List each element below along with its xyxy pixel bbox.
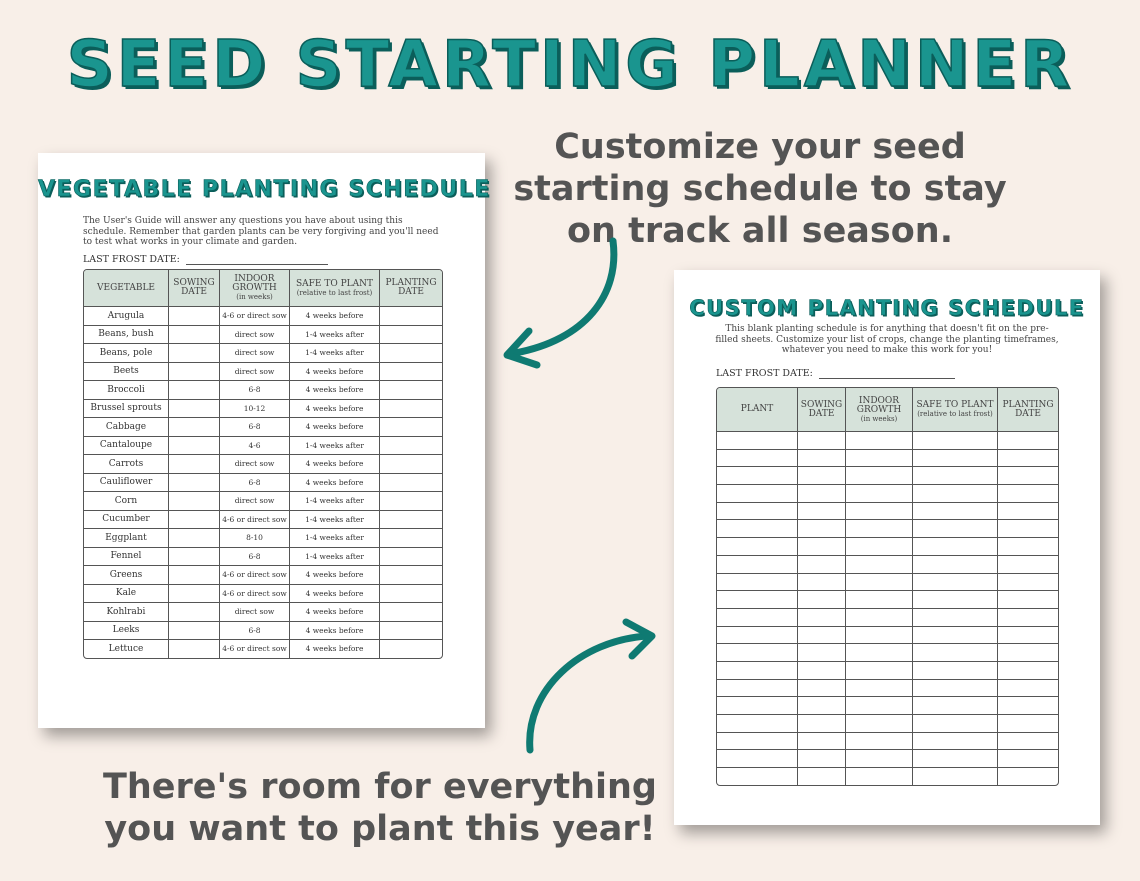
vegetable-cell: Greens	[84, 566, 169, 585]
planting-date-cell	[380, 326, 442, 345]
planting-date-cell	[380, 566, 442, 585]
indoor-growth-cell: 6-8	[220, 418, 290, 437]
vegetable-sheet-title: VEGETABLE PLANTING SCHEDULE	[38, 177, 491, 202]
header-planting-date: PLANTING DATE	[998, 388, 1058, 432]
sowing-date-cell	[798, 467, 846, 485]
planting-date-cell	[998, 662, 1058, 680]
sowing-date-cell	[169, 455, 220, 474]
table-row	[717, 432, 1058, 450]
safe-to-plant-cell: 4 weeks before	[290, 585, 380, 604]
planting-date-cell	[998, 644, 1058, 662]
safe-to-plant-cell	[913, 697, 998, 715]
table-row	[717, 520, 1058, 538]
table-row	[84, 418, 442, 437]
indoor-growth-cell	[846, 574, 913, 592]
plant-cell	[717, 680, 798, 698]
indoor-growth-cell: 4-6 or direct sow	[220, 640, 290, 658]
safe-to-plant-cell: 1-4 weeks after	[290, 326, 380, 345]
vegetable-cell: Cabbage	[84, 418, 169, 437]
sowing-date-cell	[798, 574, 846, 592]
table-row	[84, 585, 442, 604]
table-row	[717, 697, 1058, 715]
planting-date-cell	[380, 603, 442, 622]
vegetable-cell: Cantaloupe	[84, 437, 169, 456]
planting-date-cell	[998, 574, 1058, 592]
safe-to-plant-cell: 1-4 weeks after	[290, 529, 380, 548]
indoor-growth-cell	[846, 432, 913, 450]
sowing-date-cell	[798, 556, 846, 574]
planting-date-cell	[380, 640, 442, 658]
sowing-date-cell	[169, 566, 220, 585]
vegetable-cell: Lettuce	[84, 640, 169, 658]
sowing-date-cell	[798, 715, 846, 733]
table-row	[84, 529, 442, 548]
sowing-date-cell	[798, 503, 846, 521]
table-row	[84, 455, 442, 474]
indoor-growth-cell	[846, 768, 913, 785]
indoor-growth-cell: direct sow	[220, 603, 290, 622]
safe-to-plant-cell: 4 weeks before	[290, 474, 380, 493]
vegetable-cell: Leeks	[84, 622, 169, 641]
planting-date-cell	[998, 503, 1058, 521]
header-safe-to-plant	[913, 388, 998, 432]
header-safe-to-plant-label: SAFE TO PLANT	[916, 400, 994, 410]
table-row	[84, 381, 442, 400]
sowing-date-cell	[169, 474, 220, 493]
frost-date-label: LAST FROST DATE:	[83, 254, 180, 265]
plant-cell	[717, 574, 798, 592]
indoor-growth-cell: 6-8	[220, 622, 290, 641]
indoor-growth-cell	[846, 733, 913, 751]
sowing-date-cell	[798, 591, 846, 609]
planting-date-cell	[998, 485, 1058, 503]
table-row	[84, 474, 442, 493]
indoor-growth-cell: direct sow	[220, 492, 290, 511]
safe-to-plant-cell	[913, 768, 998, 785]
indoor-growth-cell: 6-8	[220, 548, 290, 567]
planting-date-cell	[998, 680, 1058, 698]
custom-schedule-sheet	[674, 270, 1100, 825]
sowing-date-cell	[798, 662, 846, 680]
sowing-date-cell	[169, 307, 220, 326]
vegetable-cell: Brussel sprouts	[84, 400, 169, 419]
table-row	[84, 326, 442, 345]
table-row	[717, 750, 1058, 768]
table-row	[717, 627, 1058, 645]
table-row	[84, 344, 442, 363]
table-row	[717, 467, 1058, 485]
caption-customize: Customize your seed starting schedule to stay on track all season.	[513, 127, 1007, 251]
plant-cell	[717, 591, 798, 609]
sowing-date-cell	[169, 529, 220, 548]
header-sowing-date: SOWING DATE	[169, 270, 220, 307]
plant-cell	[717, 503, 798, 521]
table-row	[717, 538, 1058, 556]
safe-to-plant-cell: 4 weeks before	[290, 381, 380, 400]
frost-date-line	[186, 254, 328, 265]
sowing-date-cell	[798, 768, 846, 785]
custom-schedule-table	[716, 387, 1059, 786]
vegetable-cell: Beets	[84, 363, 169, 382]
table-header-row	[84, 270, 442, 307]
indoor-growth-cell	[846, 627, 913, 645]
table-row	[717, 450, 1058, 468]
safe-to-plant-cell	[913, 627, 998, 645]
indoor-growth-cell	[846, 609, 913, 627]
header-safe-to-plant-sub: (relative to last frost)	[917, 410, 993, 418]
safe-to-plant-cell	[913, 715, 998, 733]
table-row	[717, 556, 1058, 574]
custom-frost-date	[716, 368, 955, 379]
indoor-growth-cell	[846, 697, 913, 715]
plant-cell	[717, 768, 798, 785]
custom-sheet-title: CUSTOM PLANTING SCHEDULE	[689, 296, 1085, 320]
vegetable-schedule-sheet	[38, 153, 491, 728]
table-row	[717, 644, 1058, 662]
table-row	[84, 566, 442, 585]
plant-cell	[717, 644, 798, 662]
safe-to-plant-cell: 1-4 weeks after	[290, 548, 380, 567]
plant-cell	[717, 432, 798, 450]
header-indoor-growth-label: INDOOR GROWTH	[856, 395, 902, 415]
table-row	[717, 503, 1058, 521]
header-sowing-date: SOWING DATE	[798, 388, 846, 432]
sowing-date-cell	[798, 538, 846, 556]
safe-to-plant-cell	[913, 467, 998, 485]
safe-to-plant-cell	[913, 662, 998, 680]
safe-to-plant-cell	[913, 503, 998, 521]
plant-cell	[717, 520, 798, 538]
header-safe-to-plant-label: SAFE TO PLANT	[296, 278, 373, 289]
frost-date-label: LAST FROST DATE:	[716, 368, 813, 379]
header-plant: PLANT	[717, 388, 798, 432]
table-row	[717, 591, 1058, 609]
planting-date-cell	[998, 733, 1058, 751]
safe-to-plant-cell	[913, 485, 998, 503]
safe-to-plant-cell	[913, 556, 998, 574]
table-row	[84, 492, 442, 511]
indoor-growth-cell	[846, 715, 913, 733]
indoor-growth-cell: direct sow	[220, 344, 290, 363]
indoor-growth-cell: direct sow	[220, 455, 290, 474]
vegetable-frost-date	[83, 254, 328, 265]
sowing-date-cell	[169, 511, 220, 530]
sowing-date-cell	[798, 644, 846, 662]
header-indoor-growth-sub: (in weeks)	[860, 414, 898, 423]
indoor-growth-cell	[846, 556, 913, 574]
planting-date-cell	[380, 400, 442, 419]
planting-date-cell	[380, 381, 442, 400]
planting-date-cell	[380, 529, 442, 548]
safe-to-plant-cell	[913, 520, 998, 538]
plant-cell	[717, 733, 798, 751]
planting-date-cell	[998, 520, 1058, 538]
safe-to-plant-cell: 4 weeks before	[290, 307, 380, 326]
safe-to-plant-cell: 4 weeks before	[290, 622, 380, 641]
header-planting-date: PLANTING DATE	[380, 270, 442, 307]
caption-room: There's room for everything you want to plant this year!	[103, 767, 657, 849]
planting-date-cell	[998, 467, 1058, 485]
sowing-date-cell	[169, 418, 220, 437]
table-row	[717, 609, 1058, 627]
safe-to-plant-cell	[913, 538, 998, 556]
table-row	[717, 733, 1058, 751]
sowing-date-cell	[169, 400, 220, 419]
table-row	[84, 363, 442, 382]
planting-date-cell	[380, 511, 442, 530]
vegetable-cell: Kale	[84, 585, 169, 604]
indoor-growth-cell	[846, 520, 913, 538]
vegetable-cell: Beans, bush	[84, 326, 169, 345]
vegetable-cell: Cucumber	[84, 511, 169, 530]
plant-cell	[717, 662, 798, 680]
plant-cell	[717, 750, 798, 768]
header-safe-to-plant	[290, 270, 380, 307]
plant-cell	[717, 485, 798, 503]
plant-cell	[717, 627, 798, 645]
header-indoor-growth-label: INDOOR GROWTH	[232, 274, 277, 293]
sowing-date-cell	[798, 680, 846, 698]
indoor-growth-cell: direct sow	[220, 363, 290, 382]
indoor-growth-cell: 4-6	[220, 437, 290, 456]
safe-to-plant-cell: 1-4 weeks after	[290, 492, 380, 511]
sowing-date-cell	[798, 520, 846, 538]
table-row	[84, 640, 442, 658]
sowing-date-cell	[169, 548, 220, 567]
vegetable-cell: Beans, pole	[84, 344, 169, 363]
indoor-growth-cell	[846, 467, 913, 485]
safe-to-plant-cell	[913, 591, 998, 609]
vegetable-cell: Eggplant	[84, 529, 169, 548]
table-row	[84, 437, 442, 456]
frost-date-line	[819, 368, 955, 379]
safe-to-plant-cell: 4 weeks before	[290, 455, 380, 474]
indoor-growth-cell	[846, 644, 913, 662]
planting-date-cell	[998, 627, 1058, 645]
custom-sheet-intro: This blank planting schedule is for anything that doesn't fit on the pre-filled sheets. Customize your list of crops, change the planting timeframes, whatever you need to make this work for you!	[715, 324, 1059, 355]
safe-to-plant-cell: 4 weeks before	[290, 603, 380, 622]
vegetable-cell: Cauliflower	[84, 474, 169, 493]
plant-cell	[717, 609, 798, 627]
indoor-growth-cell: 6-8	[220, 381, 290, 400]
plant-cell	[717, 697, 798, 715]
planting-date-cell	[998, 609, 1058, 627]
arrow-to-custom-sheet-icon	[520, 610, 670, 760]
vegetable-cell: Carrots	[84, 455, 169, 474]
planting-date-cell	[998, 450, 1058, 468]
page-title: SEED STARTING PLANNER	[66, 28, 1074, 102]
vegetable-cell: Broccoli	[84, 381, 169, 400]
safe-to-plant-cell: 1-4 weeks after	[290, 437, 380, 456]
indoor-growth-cell	[846, 485, 913, 503]
indoor-growth-cell	[846, 450, 913, 468]
safe-to-plant-cell: 4 weeks before	[290, 566, 380, 585]
vegetable-sheet-intro: The User's Guide will answer any questions you have about using this schedule. Remember that garden plants can be very forgiving and you'll need to test what works in your climate and garden.	[83, 216, 439, 247]
table-row	[84, 603, 442, 622]
table-row	[717, 574, 1058, 592]
safe-to-plant-cell: 4 weeks before	[290, 418, 380, 437]
planting-date-cell	[380, 455, 442, 474]
table-row	[84, 622, 442, 641]
planting-date-cell	[380, 492, 442, 511]
table-row	[717, 715, 1058, 733]
indoor-growth-cell	[846, 662, 913, 680]
planting-date-cell	[380, 474, 442, 493]
indoor-growth-cell: 4-6 or direct sow	[220, 511, 290, 530]
sowing-date-cell	[169, 622, 220, 641]
indoor-growth-cell	[846, 680, 913, 698]
sowing-date-cell	[798, 485, 846, 503]
planting-date-cell	[380, 418, 442, 437]
planting-date-cell	[380, 363, 442, 382]
indoor-growth-cell: 4-6 or direct sow	[220, 585, 290, 604]
indoor-growth-cell	[846, 591, 913, 609]
indoor-growth-cell: 6-8	[220, 474, 290, 493]
safe-to-plant-cell	[913, 432, 998, 450]
sowing-date-cell	[169, 381, 220, 400]
vegetable-cell: Arugula	[84, 307, 169, 326]
indoor-growth-cell	[846, 750, 913, 768]
planting-date-cell	[380, 344, 442, 363]
table-header-row	[717, 388, 1058, 432]
safe-to-plant-cell	[913, 680, 998, 698]
indoor-growth-cell: 4-6 or direct sow	[220, 566, 290, 585]
table-row	[717, 768, 1058, 785]
table-row	[84, 400, 442, 419]
header-safe-to-plant-sub: (relative to last frost)	[296, 288, 373, 297]
table-row	[717, 485, 1058, 503]
sowing-date-cell	[169, 326, 220, 345]
planting-date-cell	[998, 768, 1058, 785]
safe-to-plant-cell	[913, 574, 998, 592]
header-indoor-growth	[846, 388, 913, 432]
table-row	[717, 662, 1058, 680]
arrow-to-vegetable-sheet-icon	[495, 235, 635, 385]
planting-date-cell	[380, 622, 442, 641]
safe-to-plant-cell: 4 weeks before	[290, 640, 380, 658]
indoor-growth-cell	[846, 538, 913, 556]
sowing-date-cell	[798, 609, 846, 627]
planting-date-cell	[998, 432, 1058, 450]
safe-to-plant-cell	[913, 609, 998, 627]
header-vegetable: VEGETABLE	[84, 270, 169, 307]
sowing-date-cell	[798, 733, 846, 751]
sowing-date-cell	[169, 640, 220, 658]
sowing-date-cell	[798, 627, 846, 645]
planting-date-cell	[998, 750, 1058, 768]
safe-to-plant-cell	[913, 450, 998, 468]
vegetable-cell: Corn	[84, 492, 169, 511]
indoor-growth-cell: 8-10	[220, 529, 290, 548]
header-indoor-growth-sub: (in weeks)	[236, 293, 273, 301]
plant-cell	[717, 467, 798, 485]
planting-date-cell	[380, 307, 442, 326]
planting-date-cell	[998, 538, 1058, 556]
planting-date-cell	[998, 591, 1058, 609]
indoor-growth-cell: 4-6 or direct sow	[220, 307, 290, 326]
sowing-date-cell	[798, 697, 846, 715]
planting-date-cell	[380, 437, 442, 456]
table-row	[84, 511, 442, 530]
table-row	[717, 680, 1058, 698]
planting-date-cell	[998, 697, 1058, 715]
planting-date-cell	[380, 548, 442, 567]
planting-date-cell	[998, 556, 1058, 574]
safe-to-plant-cell	[913, 644, 998, 662]
sowing-date-cell	[169, 603, 220, 622]
planting-date-cell	[380, 585, 442, 604]
plant-cell	[717, 556, 798, 574]
sowing-date-cell	[798, 750, 846, 768]
indoor-growth-cell: direct sow	[220, 326, 290, 345]
vegetable-cell: Kohlrabi	[84, 603, 169, 622]
table-row	[84, 307, 442, 326]
safe-to-plant-cell: 1-4 weeks after	[290, 344, 380, 363]
sowing-date-cell	[169, 363, 220, 382]
vegetable-schedule-table	[83, 269, 443, 659]
planting-date-cell	[998, 715, 1058, 733]
safe-to-plant-cell: 4 weeks before	[290, 363, 380, 382]
table-row	[84, 548, 442, 567]
sowing-date-cell	[798, 432, 846, 450]
sowing-date-cell	[169, 492, 220, 511]
safe-to-plant-cell: 4 weeks before	[290, 400, 380, 419]
indoor-growth-cell	[846, 503, 913, 521]
vegetable-cell: Fennel	[84, 548, 169, 567]
sowing-date-cell	[169, 585, 220, 604]
sowing-date-cell	[798, 450, 846, 468]
sowing-date-cell	[169, 344, 220, 363]
safe-to-plant-cell	[913, 733, 998, 751]
indoor-growth-cell: 10-12	[220, 400, 290, 419]
sowing-date-cell	[169, 437, 220, 456]
plant-cell	[717, 715, 798, 733]
plant-cell	[717, 450, 798, 468]
plant-cell	[717, 538, 798, 556]
header-indoor-growth	[220, 270, 290, 307]
safe-to-plant-cell: 1-4 weeks after	[290, 511, 380, 530]
safe-to-plant-cell	[913, 750, 998, 768]
